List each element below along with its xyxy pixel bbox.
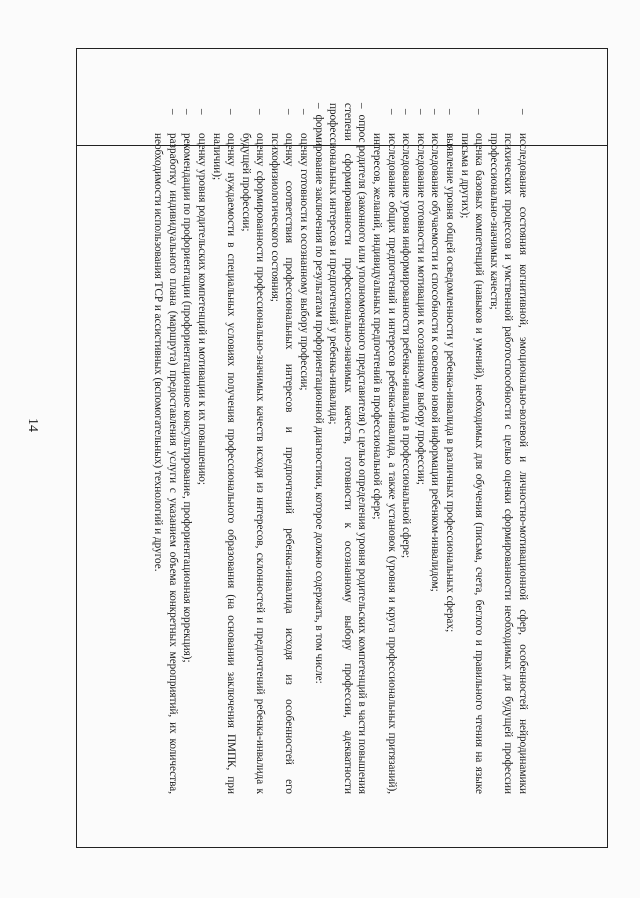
- list-item: – исследование готовности и мотивации к осознанному выбору профессии;: [414, 109, 427, 485]
- conclusion-paragraph: –формирование заключения по результатам профориентационной диагностики, которое должно содержать, в том числе:: [312, 103, 325, 684]
- conclusion-item: – оценку нуждаемости в специальных условиях получения профессионального образования (на основании заключения ПМПК, при наличии);: [210, 109, 238, 794]
- table-cell-content: [86, 101, 530, 796]
- list-item: – выявление уровня общей осведомленности у ребенка-инвалида в различных профессиональных сферах;: [444, 109, 457, 633]
- list-item: – оценка базовых компетенций (навыков и умений), необходимых для обучения (письма, счета, беглого и правильного чтения на языке письма и других);: [458, 109, 486, 794]
- list-item: – исследование уровня информированности ребенка-инвалида в профессиональной сфере;: [400, 109, 413, 559]
- list-item: – исследование состояния когнитивной, эмоционально-волевой и личностно-мотивационной сфер, особенностей нейродинамики психических процессов и умственной работоспособности с целью оценки сформированности необходимых для будущей профессии профессионально-значимых качеств;: [487, 109, 529, 794]
- conclusion-item: – оценку готовности к осознанному выбору профессии;: [298, 109, 311, 391]
- page-number: 14: [25, 418, 40, 432]
- conclusion-item: – оценку соответствия профессиональных интересов и предпочтений ребенка-инвалида исходя из особенностей его психофизиологического состояния;: [268, 109, 296, 794]
- conclusion-item: – рекомендации по профориентации (профориентационное консультирование, профориентационная коррекция);: [181, 109, 194, 663]
- conclusion-item: – оценку сформированности профессионально-значимых качеств исходя из интересов, склонностей и предпочтений ребенка-инвалида к будущей профессии;: [239, 109, 267, 794]
- list-item: – исследование обучаемости и способности к освоению новой информации ребенком-инвалидом;: [429, 109, 442, 592]
- list-item: – исследование общих предпочтений и интересов ребенка-инвалида, а также установок (уровня и круга профессиональных притязаний), интересов, желаний, индивидуальных предпочтений в профессиональной сфере;: [371, 109, 398, 794]
- survey-paragraph: –опрос родителя (законного или уполномоченного представителя) с целью определения уровня родительских компетенций в части повышения степени сформированности профессионально-значимых качеств, готовности к осознанному выбору профессии, адекватности профессиональных интересов и предпочтений у ребенка-инвалида;: [327, 103, 369, 794]
- conclusion-item: – оценку уровня родительских компетенций и мотивации к их повышению;: [195, 109, 208, 485]
- conclusion-item: – разработку индивидуального плана (маршрута) предоставления услуги с указанием объема конкретных мероприятий, их количества, необходимости использования ТСР и ассистивных (вспомогательных) технологий и другое.: [152, 109, 179, 794]
